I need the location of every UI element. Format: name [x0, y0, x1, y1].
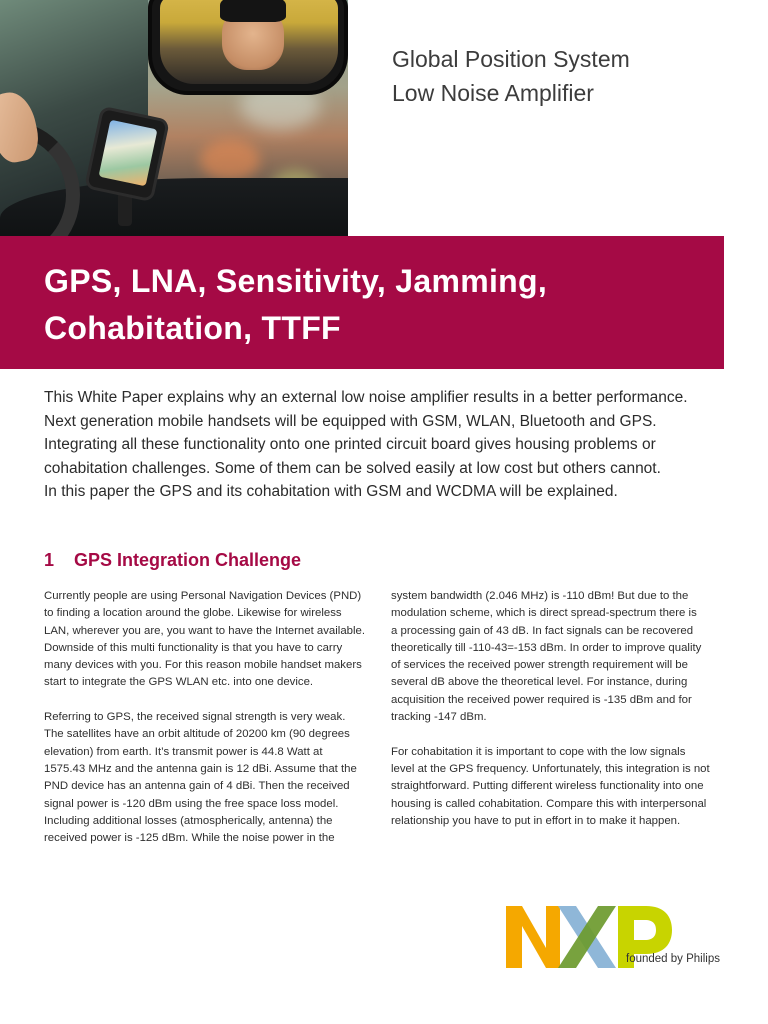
intro-line: cohabitation challenges. Some of them can be solved easily at low cost but others cannot.	[44, 459, 661, 477]
body-line: level at the GPS frequency. Unfortunately, this integration is not	[391, 762, 710, 775]
body-line: start to integrate the GPS WLAN etc. into one device.	[44, 676, 314, 689]
body-line: straightforward. Putting different wireless functionality into one	[391, 780, 704, 793]
body-line: several dB above the theoretical level. For instance, during	[391, 676, 688, 689]
body-line: Including additional losses (atmospherically, antenna) the	[44, 814, 333, 827]
section-number: 1	[44, 550, 55, 570]
page-title	[44, 258, 704, 352]
body-column-right	[391, 588, 731, 830]
logo-tagline: founded by Philips	[626, 953, 720, 965]
body-line: LAN, wherever you are, you want to have the Internet available.	[44, 624, 366, 637]
page-title-line-1: GPS, LNA, Sensitivity, Jamming,	[44, 263, 548, 299]
body-line: relationship you have to put in effort in to make it happen.	[391, 814, 681, 827]
body-line: received power is -125 dBm. While the noise power in the	[44, 832, 335, 845]
body-line: of services the received power strength requirement will be	[391, 659, 688, 672]
section-title: GPS Integration Challenge	[74, 550, 302, 570]
body-line: For cohabitation it is important to cope with the low signals	[391, 745, 686, 758]
body-line: tracking -147 dBm.	[391, 711, 487, 724]
body-line: Referring to GPS, the received signal strength is very weak.	[44, 711, 346, 724]
intro-line: In this paper the GPS and its cohabitation with GSM and WCDMA will be explained.	[44, 483, 618, 500]
body-line: a processing gain of 43 dB. In fact signals can be recovered	[391, 624, 694, 637]
body-line: modulation scheme, which is direct spread-spectrum there is	[391, 607, 697, 620]
body-line: Currently people are using Personal Navigation Devices (PND)	[44, 590, 362, 602]
body-line: theoretically till -110-43=-153 dBm. In order to improve quality	[391, 641, 702, 654]
intro-paragraph	[44, 386, 734, 504]
kicker-line-1: Global Position System	[392, 46, 630, 72]
intro-line: Next generation mobile handsets will be equipped with GSM, WLAN, Bluetooth and GPS.	[44, 412, 657, 430]
page-title-line-2: Cohabitation, TTFF	[44, 310, 341, 346]
hero-photo	[0, 0, 348, 248]
body-line: system bandwidth (2.046 MHz) is -110 dBm! But due to the	[391, 590, 689, 602]
intro-line: This White Paper explains why an external low noise amplifier results in a better performance.	[44, 389, 688, 406]
body-line: elevation) from earth. It’s transmit power is 44.8 Watt at	[44, 745, 323, 758]
section-heading	[44, 548, 444, 572]
body-line: acquisition the received power required is -135 dBm and for	[391, 693, 692, 706]
body-line: to finding a location around the globe. Likewise for wireless	[44, 607, 342, 620]
body-column-left	[44, 588, 378, 847]
body-line: many devices with you. For this reason mobile handset makers	[44, 659, 362, 672]
document-kicker	[392, 42, 752, 110]
body-line: housing is called cohabitation. Compare this with interpersonal	[391, 797, 707, 810]
intro-line: Integrating all these functionality onto one printed circuit board gives housing problems or	[44, 436, 656, 453]
body-line: Downside of this multi functionality is that you have to carry	[44, 641, 343, 654]
body-line: The satellites have an orbit altitude of 20200 km (90 degrees	[44, 728, 350, 741]
body-line: signal power is -120 dBm using the free space loss model.	[44, 797, 339, 810]
body-line: PND device has an antenna gain of 4 dBi. Then the received	[44, 780, 350, 793]
body-line: 1575.43 MHz and the antenna gain is 12 dBi. Assume that the	[44, 762, 357, 775]
kicker-line-2: Low Noise Amplifier	[392, 80, 594, 106]
